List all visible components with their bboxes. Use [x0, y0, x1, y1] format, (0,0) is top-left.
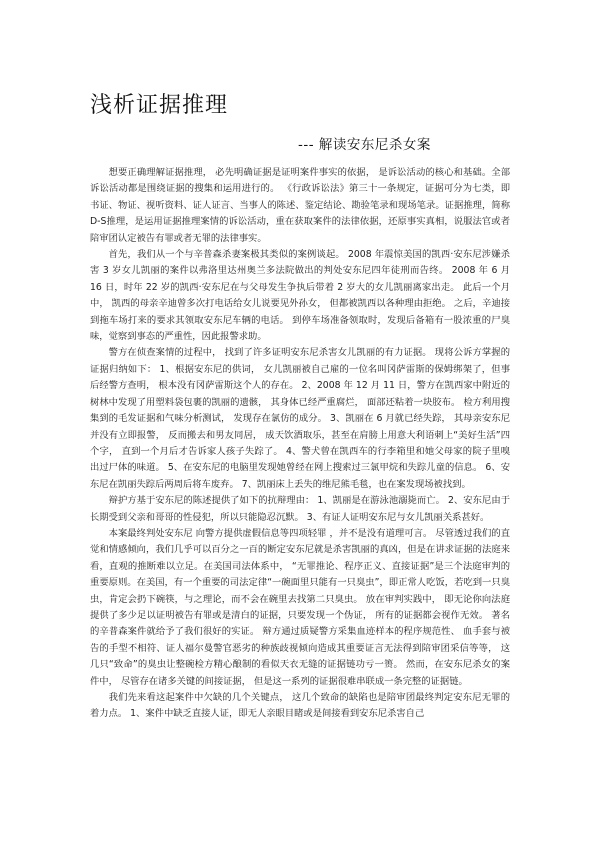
paragraph: 辩护方基于安东尼的陈述提供了如下的抗辩理由： 1、凯丽是在游泳池溺毙而亡。 2、安东尼由于长期受到父亲和哥哥的性侵犯，所以只能隐忍沉默。 3、有证人证明安东尼与女儿凯丽关系甚好。: [90, 495, 510, 523]
document-body: [90, 165, 510, 723]
paragraph: 首先，我们从一个与辛普森杀妻案极其类似的案例谈起。 2008 年震惊美国的凯西·安东尼涉嫌杀害 3 岁女儿凯丽的案件以弗洛里达州奥兰多法院做出的判处安东尼四年徒刑而告终。 2008 年 6 月 16 日，时年 22 岁的凯西·安东尼在与父母发生争执后带着 2 岁大的女儿凯丽离家出走。 此后一个月中， 凯西的母亲辛迪曾多次打电话给女儿说要见外孙女， 但都被凯西以各种理由拒绝。 之后，辛迪接到拖车场打来的要求其领取安东尼车辆的电话。 到停车场准备领取时，发现后备箱有一股浓重的尸臭味，觉察到事态的严重性，因此报警求助。: [90, 249, 510, 343]
document-title: 浅析证据推理: [90, 93, 229, 118]
paragraph: 想要正确理解证据推理， 必先明确证据是证明案件事实的依据， 是诉讼活动的核心和基础。全部诉讼活动都是围绕证据的搜集和运用进行的。 《行政诉讼法》第三十一条规定，证据可分为七类，即书证、物证、视听资料、证人证言、当事人的陈述、鉴定结论、勘验笔录和现场笔录。证据推理，简称 D-S推理，是运用证据推理案情的诉讼活动，重在获取案件的法律依据，还原事实真相，说服法官或者陪审团认定被告有罪或者无罪的法律事实。: [90, 167, 510, 244]
document-subtitle: --- 解读安东尼杀女案: [298, 137, 431, 153]
paragraph: 我们先来看这起案件中欠缺的几个关键点， 这几个致命的缺陷也是陪审团最终判定安东尼无罪的着力点。 1、案件中缺乏直接人证，即无人亲眼目睹或是间接看到安东尼杀害自己: [90, 692, 510, 720]
paragraph: 本案最终判处安东尼 向警方提供虚假信息等四项轻罪 ，并不是没有道理可言。 尽管透过我们的直觉和情感倾向，我们几乎可以百分之一百的断定安东尼就是杀害凯丽的真凶，但是在讲求证据的法庭来看，直观的推断难以立足。在美国司法体系中， “无罪推论、程序正义、直接证据”是三个法庭审判的重要原则。在美国，有一个重要的司法定律“一碗面里只能有一只臭虫”，即正常人吃饭，若吃到一只臭虫，肯定会扔下碗筷，与之理论，而不会在碗里去找第二只臭虫。 放在审判实践中， 即无论你向法庭提供了多少足以证明被告有罪或是清白的证据，只要发现一个伪证， 所有的证据都会视作无效。 著名的辛普森案件就给予了我们很好的实证。 辩方通过质疑警方采集血迹样本的程序规范性、 血手套与被告的手型不相符、证人福尔曼警官恶劣的种族歧视倾向造成其重要证言无法得到陪审团采信等等， 这几只“致命”的臭虫让整碗检方精心酿制的看似天衣无缝的证据链功亏一篑。 然而，在安东尼杀女的案件中， 尽管存在诸多关键的间接证据， 但是这一系列的证据很难串联成一条完整的证据链。: [90, 527, 510, 687]
paragraph: 警方在侦查案情的过程中， 找到了许多证明安东尼杀害女儿凯丽的有力证据。 现将公诉方掌握的证据归纳如下： 1、根据安东尼的供词， 女儿凯丽被自己雇的一位名叫冈萨雷斯的保姆绑架了，但事后经警方查明， 根本没有冈萨雷斯这个人的存在。 2、2008 年 12 月 11 日，警方在凯西家中附近的树林中发现了用塑料袋包裹的凯丽的遗骸， 其身体已经严重腐烂， 面部还粘着一块胶布。 检方利用搜集到的毛发证据和气味分析测试， 发现存在氯仿的成分。 3、凯丽在 6 月就已经失踪， 其母亲安东尼并没有立即报警， 反而搬去和男友同居， 成天饮酒取乐，甚至在肩膀上用意大利语刺上“美好生活”四个字， 直到一个月后才告诉家人孩子失踪了。 4、警犬曾在凯西车的行李箱里和她父母家的院子里嗅出过尸体的味道。 5、在安东尼的电脑里发现她曾经在网上搜索过三氯甲烷和失踪儿童的信息。 6、安东尼在凯丽失踪后两周后将车废弃。 7、凯丽床上丢失的维尼熊毛毯，也在案发现场被找到。: [90, 347, 510, 490]
